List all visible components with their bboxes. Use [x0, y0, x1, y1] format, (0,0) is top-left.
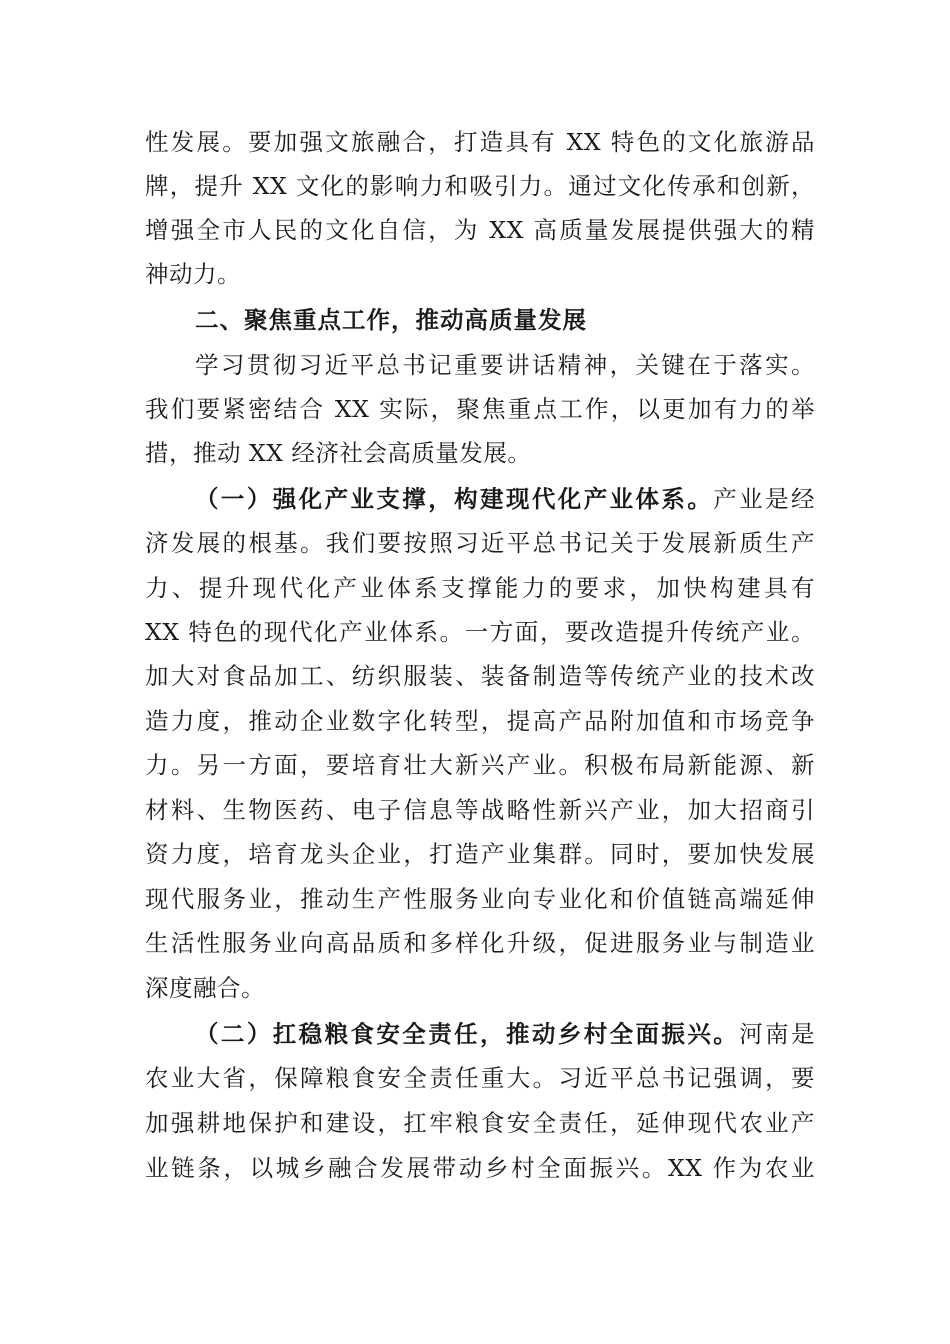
paragraph-3-line: 资力度，培育龙头企业，打造产业集群。同时，要加快发展 — [145, 840, 815, 868]
section-heading: 二、聚焦重点工作，推动高质量发展 — [195, 306, 587, 334]
paragraph-3-line: XX 特色的现代化产业体系。一方面，要改造提升传统产业。 — [145, 618, 815, 646]
paragraph-4-line: 农业大省，保障粮食安全责任重大。习近平总书记强调，要 — [145, 1064, 815, 1092]
paragraph-1-line-2: 牌，提升 XX 文化的影响力和吸引力。通过文化传承和创新， — [145, 172, 815, 200]
paragraph-1-line-1: 性发展。要加强文旅融合，打造具有 XX 特色的文化旅游品 — [145, 128, 815, 156]
subsection-heading-1: （一）强化产业支撑，构建现代化产业体系。 — [195, 485, 714, 513]
paragraph-3-line: 生活性服务业向高品质和多样化升级，促进服务业与制造业 — [145, 929, 815, 957]
paragraph-3-line: 力、提升现代化产业体系支撑能力的要求，加快构建具有 — [145, 574, 815, 602]
paragraph-3-line: 济发展的根基。我们要按照习近平总书记关于发展新质生产 — [145, 529, 815, 557]
paragraph-4-line: 业链条，以城乡融合发展带动乡村全面振兴。XX 作为农业 — [145, 1154, 815, 1182]
paragraph-3-line: 加大对食品加工、纺织服装、装备制造等传统产业的技术改 — [145, 662, 815, 690]
paragraph-3-lead-rest: 产业是经 — [713, 485, 816, 513]
paragraph-2-line-1: 学习贯彻习近平总书记重要讲话精神，关键在于落实。 — [195, 351, 815, 379]
paragraph-4-line: 加强耕地保护和建设，扛牢粮食安全责任，延伸现代农业产 — [145, 1109, 815, 1137]
paragraph-3-line: 材料、生物医药、电子信息等战略性新兴产业，加大招商引 — [145, 796, 815, 824]
paragraph-4-lead-rest: 河南是 — [739, 1020, 816, 1048]
paragraph-1-line-3: 增强全市人民的文化自信，为 XX 高质量发展提供强大的精 — [145, 216, 815, 244]
paragraph-3-lead — [195, 484, 815, 514]
paragraph-2-line-3: 措，推动 XX 经济社会高质量发展。 — [145, 439, 532, 467]
paragraph-3-line: 造力度，推动企业数字化转型，提高产品附加值和市场竞争 — [145, 707, 815, 735]
paragraph-1-line-4: 神动力。 — [145, 260, 241, 288]
paragraph-3-line: 力。另一方面，要培育壮大新兴产业。积极布局新能源、新 — [145, 751, 815, 779]
subsection-heading-2: （二）扛稳粮食安全责任，推动乡村全面振兴。 — [195, 1020, 740, 1048]
paragraph-3-line: 现代服务业，推动生产性服务业向专业化和价值链高端延伸 — [145, 885, 815, 913]
paragraph-3-line: 深度融合。 — [145, 974, 265, 1002]
paragraph-4-lead — [195, 1019, 815, 1049]
paragraph-2-line-2: 我们要紧密结合 XX 实际，聚焦重点工作，以更加有力的举 — [145, 395, 815, 423]
